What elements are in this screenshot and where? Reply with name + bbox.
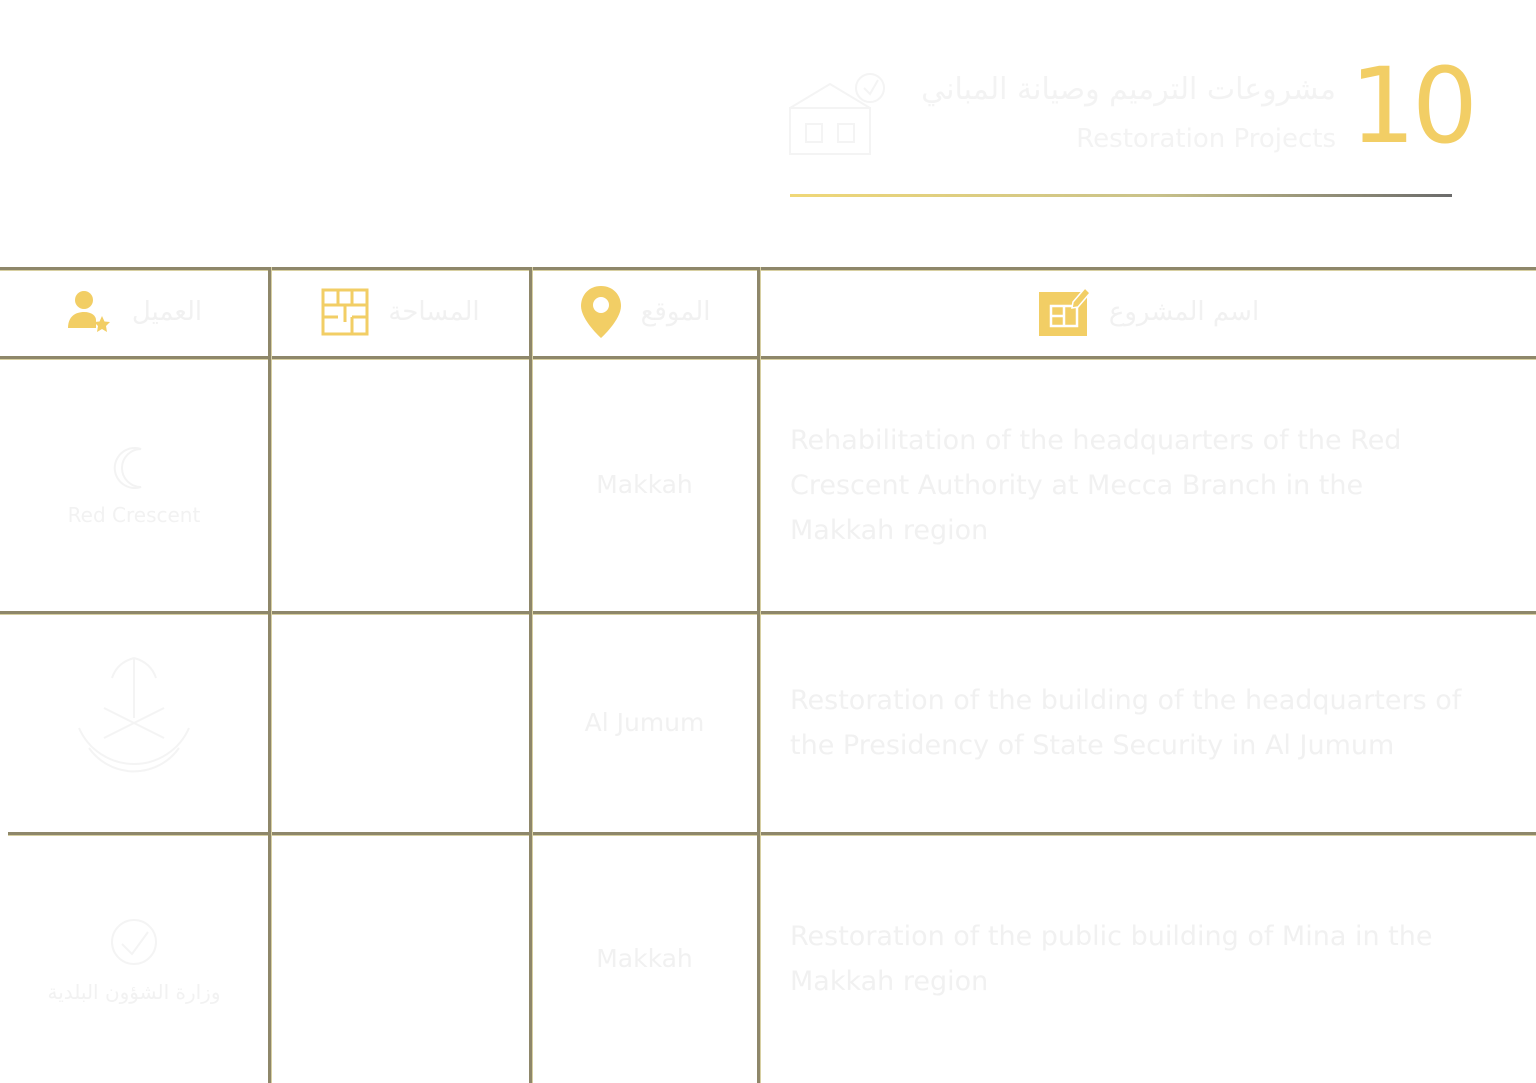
ministry-logo-icon xyxy=(106,914,162,970)
client-name: Red Crescent xyxy=(67,503,201,527)
header-client-label: العميل xyxy=(131,297,203,327)
floor-plan-icon xyxy=(320,287,370,337)
header-area-label: المساحة xyxy=(388,297,480,327)
header-project xyxy=(760,267,1536,357)
location-text: Makkah xyxy=(596,944,693,973)
client-name: وزارة الشؤون البلدية xyxy=(47,980,221,1004)
table-row-3-location xyxy=(532,835,757,1083)
table-row-1-area xyxy=(271,359,529,611)
table-row-3-area xyxy=(271,835,529,1083)
table-row-2-area xyxy=(271,614,529,832)
section-title xyxy=(896,70,1336,158)
table-row-1-location xyxy=(532,359,757,611)
table-row-2-client xyxy=(0,614,268,832)
project-name: Restoration of the public building of Mina in the Makkah region xyxy=(790,921,1433,997)
table-row-3-client xyxy=(0,835,268,1083)
section-number: 10 xyxy=(1349,45,1474,167)
header-location xyxy=(532,267,757,357)
building-restoration-icon xyxy=(786,68,890,158)
client-logo-red-crescent xyxy=(68,443,201,527)
table-row-3-project xyxy=(760,835,1536,1083)
crescent-logo-icon xyxy=(109,443,159,493)
section-title-english: Restoration Projects xyxy=(1076,124,1336,154)
table-row-2-location xyxy=(532,614,757,832)
table-row-2-project xyxy=(760,614,1536,832)
project-name: Restoration of the building of the headquarters of the Presidency of State Security in Al Jumum xyxy=(790,685,1462,761)
section-title-arabic: مشروعات الترميم وصيانة المباني xyxy=(921,72,1336,107)
table-row-1-project xyxy=(760,359,1536,611)
location-text: Al Jumum xyxy=(584,708,705,737)
client-logo-ministry xyxy=(48,914,221,1004)
client-star-icon xyxy=(66,288,114,336)
title-divider xyxy=(790,194,1452,197)
location-text: Makkah xyxy=(596,470,693,499)
header-area xyxy=(271,267,529,357)
header-project-label: اسم المشروع xyxy=(1108,297,1260,327)
palm-swords-emblem-icon xyxy=(64,638,204,798)
table-row-1-client xyxy=(0,359,268,611)
header-location-label: الموقع xyxy=(640,297,711,327)
blueprint-edit-icon xyxy=(1037,286,1091,338)
project-name: Rehabilitation of the headquarters of the Red Crescent Authority at Mecca Branch in the Makkah region xyxy=(790,424,1402,546)
header-client xyxy=(0,267,268,357)
location-pin-icon xyxy=(579,284,623,340)
projects-table xyxy=(0,267,1536,1083)
client-logo-state-security xyxy=(64,638,204,808)
